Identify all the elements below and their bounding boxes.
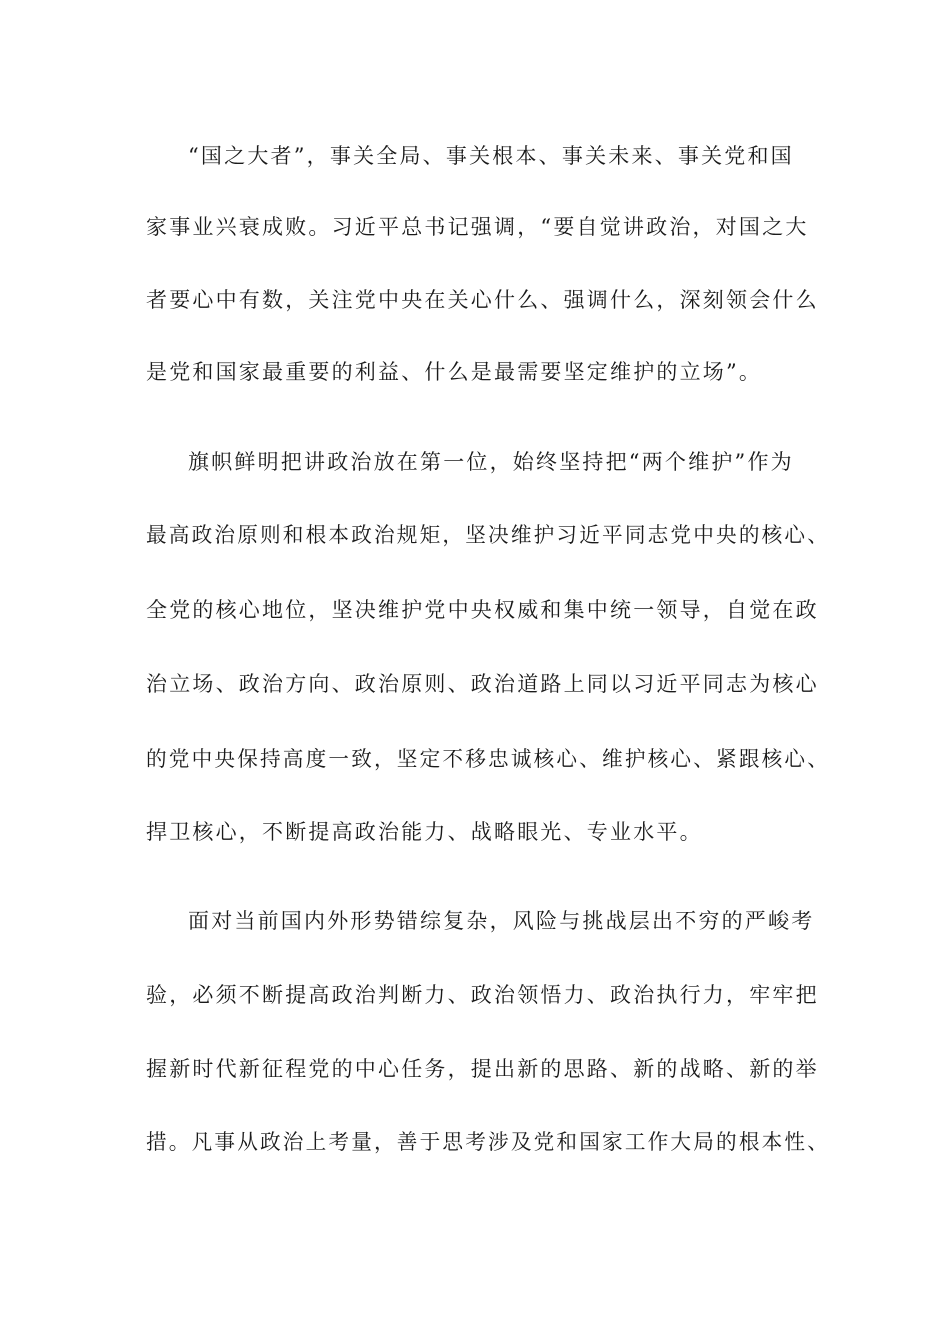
paragraph-line: “国之大者”，事关全局、事关根本、事关未来、事关党和国 [188,144,794,168]
paragraph-line: 面对当前国内外形势错综复杂，风险与挑战层出不穷的严峻考 [188,909,815,933]
paragraph-line: 者要心中有数，关注党中央在关心什么、强调什么，深刻领会什么 [146,288,819,312]
paragraph-line: 措。凡事从政治上考量，善于思考涉及党和国家工作大局的根本性、 [146,1130,831,1154]
paragraph-line: 的党中央保持高度一致，坚定不移忠诚核心、维护核心、紧跟核心、 [146,747,831,771]
paragraph-line: 最高政治原则和根本政治规矩，坚决维护习近平同志党中央的核心、 [146,523,831,547]
paragraph-line: 捍卫核心，不断提高政治能力、战略眼光、专业水平。 [146,820,703,844]
paragraph-line: 是党和国家最重要的利益、什么是最需要坚定维护的立场”。 [146,360,763,384]
paragraph-line: 家事业兴衰成败。习近平总书记强调，“要自觉讲政治，对国之大 [146,215,809,239]
paragraph-line: 全党的核心地位，坚决维护党中央权威和集中统一领导，自觉在政 [146,598,819,622]
paragraph-line: 治立场、政治方向、政治原则、政治道路上同以习近平同志为核心 [146,672,819,696]
paragraph-line: 验，必须不断提高政治判断力、政治领悟力、政治执行力，牢牢把 [146,983,819,1007]
paragraph-line: 握新时代新征程党的中心任务，提出新的思路、新的战略、新的举 [146,1057,819,1081]
paragraph-line: 旗帜鲜明把讲政治放在第一位，始终坚持把“两个维护”作为 [188,450,794,474]
